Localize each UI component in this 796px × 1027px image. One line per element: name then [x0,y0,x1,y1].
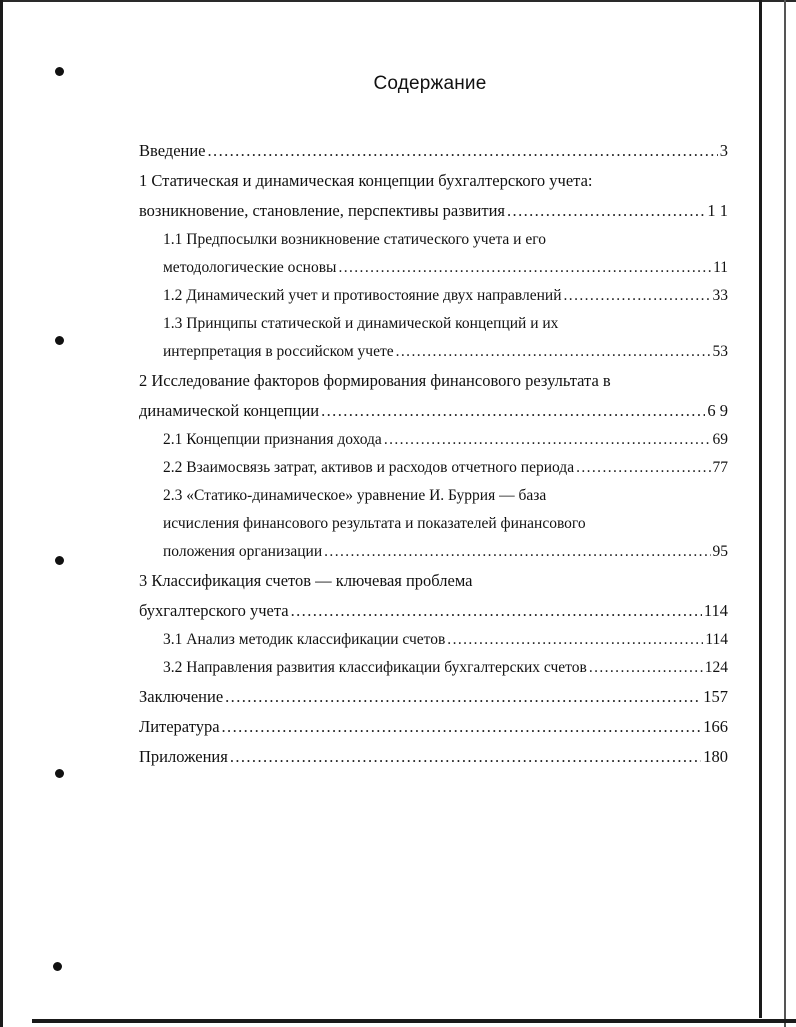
toc-page-number: 6 9 [707,401,728,420]
toc-page-number: 3 [719,141,728,160]
scan-edge-right [759,0,762,1018]
toc-entry-line: 2.3 «Статико-динамическое» уравнение И. Буррия — база [163,487,547,504]
toc-entry-title: Заключение [139,687,224,706]
toc-dot-leader [384,426,711,454]
toc-dot-leader [324,538,710,566]
scan-edge-right-outer [784,0,786,1027]
toc-page-number: 124 [704,659,728,676]
binder-hole-icon [55,336,64,345]
toc-entry-line: исчисления финансового результата и показателей финансового [163,515,586,532]
toc-page-number: 11 [713,259,728,276]
toc-page-number: 77 [712,459,728,476]
toc-entry-line: 1 Статическая и динамическая концепции бухгалтерского учета: [139,171,593,190]
toc-entry-title: динамической концепции [139,401,320,420]
toc-dot-leader [208,136,718,166]
toc-entry-title: бухгалтерского учета [139,601,289,620]
toc-dot-leader [396,338,711,366]
toc-entry[interactable] [139,396,728,426]
toc-dot-leader [230,742,701,772]
toc-entry-line: 2 Исследование факторов формирования финансового результата в [139,371,611,390]
toc-dot-leader [576,454,710,482]
toc-entry[interactable] [139,626,728,654]
toc-page-number: 1 1 [707,201,728,220]
toc-entry-title: Введение [139,141,206,160]
toc-entry[interactable] [139,426,728,454]
toc-page-number: 114 [703,601,728,620]
toc-entry[interactable] [139,136,728,166]
binder-hole-icon [55,556,64,565]
scan-edge-top [0,0,796,2]
toc-page-number: 180 [703,747,728,766]
toc-entry[interactable] [139,712,728,742]
toc-entry-title: положения организации [163,543,323,560]
toc-page-number: 69 [712,431,728,448]
toc-page-number: 33 [712,287,728,304]
toc-entry-title: методологические основы [163,259,337,276]
toc-dot-leader [589,654,703,682]
toc-page-number: 95 [712,543,728,560]
toc-entry[interactable] [139,682,728,712]
toc-page-number: 53 [712,343,728,360]
toc-entry[interactable] [139,338,728,366]
toc-entry-title: возникновение, становление, перспективы развития [139,201,506,220]
toc-dot-leader [507,196,705,226]
toc-entry[interactable] [139,196,728,226]
toc-entry-line: 1.3 Принципы статической и динамической концепций и их [163,315,559,332]
toc-page-number: 114 [705,631,728,648]
binder-hole-icon [53,962,62,971]
toc-entry[interactable] [139,454,728,482]
toc-entry-title: 2.2 Взаимосвязь затрат, активов и расходов отчетного периода [163,459,575,476]
toc-entry-title: 2.1 Концепции признания дохода [163,431,382,448]
toc-entry[interactable] [139,538,728,566]
toc-dot-leader [222,712,702,742]
table-of-contents [139,136,728,772]
toc-entry[interactable] [139,282,728,310]
toc-page-number: 157 [703,687,728,706]
toc-dot-leader [338,254,711,282]
toc-entry-title: 1.2 Динамический учет и противостояние двух направлений [163,287,562,304]
toc-entry-title: 3.2 Направления развития классификации бухгалтерских счетов [163,659,587,676]
toc-dot-leader [291,596,702,626]
toc-entry-title: 3.1 Анализ методик классификации счетов [163,631,446,648]
toc-dot-leader [564,282,711,310]
scan-edge-left [0,0,3,1027]
toc-entry[interactable] [139,654,728,682]
page-title: Содержание [373,73,487,94]
toc-page-number: 166 [703,717,728,736]
toc-dot-leader [225,682,701,712]
toc-entry[interactable] [139,742,728,772]
toc-entry-line: 1.1 Предпосылки возникновение статического учета и его [163,231,546,248]
toc-entry[interactable] [139,596,728,626]
toc-entry-title: интерпретация в российском учете [163,343,394,360]
toc-entry[interactable] [139,254,728,282]
binder-hole-icon [55,769,64,778]
scan-edge-bottom [32,1019,796,1023]
toc-dot-leader [321,396,705,426]
toc-dot-leader [447,626,703,654]
toc-entry-title: Приложения [139,747,228,766]
toc-entry-title: Литература [139,717,220,736]
toc-entry-line: 3 Классификация счетов — ключевая проблема [139,571,473,590]
